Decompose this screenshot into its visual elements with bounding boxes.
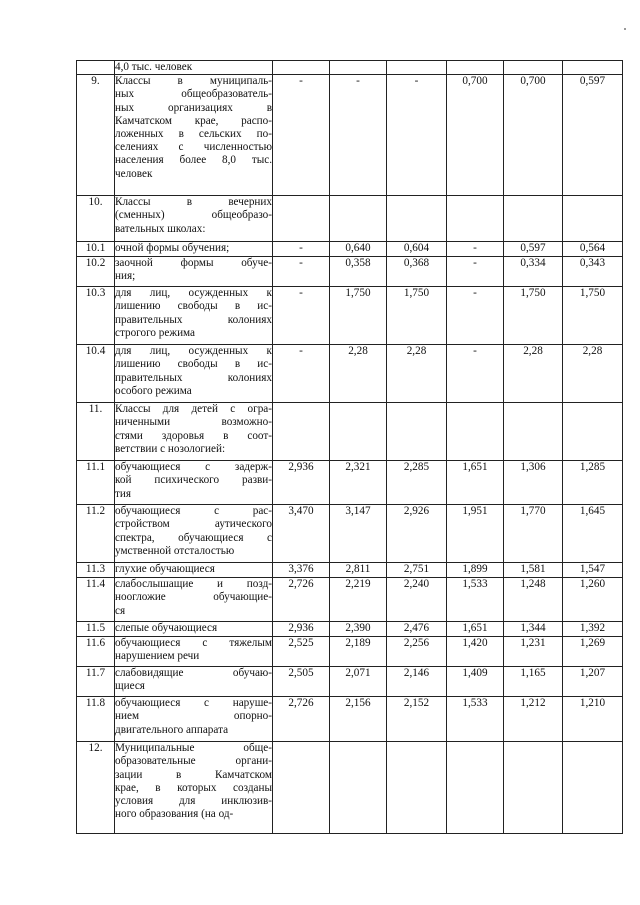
table-row bbox=[77, 563, 623, 578]
value-cell bbox=[330, 196, 387, 242]
value-cell: 1,260 bbox=[563, 578, 623, 622]
table-row bbox=[77, 287, 623, 345]
value-cell bbox=[447, 742, 504, 834]
value-cell: 1,750 bbox=[504, 287, 563, 345]
row-name-line: вательных школах: bbox=[115, 222, 206, 235]
row-name-line: лишению свободы в ис- bbox=[115, 358, 272, 371]
value-cell: 2,936 bbox=[273, 622, 330, 637]
row-name bbox=[115, 697, 273, 742]
row-name-line: ся bbox=[115, 604, 126, 617]
row-name-line: зации в Камчатском bbox=[115, 768, 272, 781]
row-number: 9. bbox=[77, 75, 115, 196]
row-name-line: образовательные органи- bbox=[115, 755, 272, 768]
row-name bbox=[115, 742, 273, 834]
value-cell: 3,147 bbox=[330, 505, 387, 563]
row-name bbox=[115, 505, 273, 563]
value-cell bbox=[504, 403, 563, 461]
value-cell bbox=[387, 742, 447, 834]
value-cell: 1,285 bbox=[563, 461, 623, 505]
table-row bbox=[77, 697, 623, 742]
value-cell: 0,358 bbox=[330, 257, 387, 287]
value-cell: - bbox=[387, 75, 447, 196]
value-cell: 2,505 bbox=[273, 667, 330, 697]
value-cell: 1,165 bbox=[504, 667, 563, 697]
value-cell: 2,146 bbox=[387, 667, 447, 697]
row-number: 11.2 bbox=[77, 505, 115, 563]
row-name bbox=[115, 563, 273, 578]
table-row bbox=[77, 196, 623, 242]
value-cell: 1,306 bbox=[504, 461, 563, 505]
value-cell: 1,651 bbox=[447, 622, 504, 637]
value-cell: 1,231 bbox=[504, 637, 563, 667]
value-cell: 3,376 bbox=[273, 563, 330, 578]
value-cell: 2,189 bbox=[330, 637, 387, 667]
value-cell bbox=[273, 742, 330, 834]
row-name-line: кой психического разви- bbox=[115, 474, 272, 487]
row-name-line: (сменных) общеобразо- bbox=[115, 209, 272, 222]
row-name bbox=[115, 345, 273, 403]
value-cell: 3,470 bbox=[273, 505, 330, 563]
value-cell: 0,640 bbox=[330, 242, 387, 257]
value-cell: 2,476 bbox=[387, 622, 447, 637]
row-name-line: нием опорно- bbox=[115, 710, 272, 723]
row-name-line: щиеся bbox=[115, 680, 145, 693]
row-name-line: слабовидящие обучаю- bbox=[115, 667, 272, 680]
row-name bbox=[115, 637, 273, 667]
value-cell: - bbox=[447, 242, 504, 257]
row-number: 11.4 bbox=[77, 578, 115, 622]
value-cell: 1,248 bbox=[504, 578, 563, 622]
value-cell: 0,700 bbox=[504, 75, 563, 196]
row-name-line: лишению свободы в ис- bbox=[115, 300, 272, 313]
table-row bbox=[77, 742, 623, 834]
value-cell: 1,207 bbox=[563, 667, 623, 697]
row-name bbox=[115, 257, 273, 287]
table-row bbox=[77, 667, 623, 697]
value-cell bbox=[273, 196, 330, 242]
row-name-line: для лиц, осужденных к bbox=[115, 287, 272, 300]
value-cell: - bbox=[447, 345, 504, 403]
row-name-line: правительных колониях bbox=[115, 313, 272, 326]
value-cell: 1,547 bbox=[563, 563, 623, 578]
value-cell bbox=[387, 61, 447, 75]
row-name-line: стями здоровья в соот- bbox=[115, 429, 272, 442]
value-cell bbox=[563, 196, 623, 242]
value-cell: 0,564 bbox=[563, 242, 623, 257]
value-cell: 2,321 bbox=[330, 461, 387, 505]
row-name bbox=[115, 75, 273, 196]
value-cell bbox=[330, 61, 387, 75]
value-cell: 2,28 bbox=[563, 345, 623, 403]
row-name-line: ноогложие обучающие- bbox=[115, 591, 272, 604]
row-number: 10.2 bbox=[77, 257, 115, 287]
value-cell: 1,750 bbox=[330, 287, 387, 345]
value-cell: 2,936 bbox=[273, 461, 330, 505]
value-cell bbox=[504, 742, 563, 834]
table-row bbox=[77, 257, 623, 287]
row-name-line: ниченными возможно- bbox=[115, 416, 272, 429]
row-name-line: строгого режима bbox=[115, 326, 196, 339]
value-cell bbox=[447, 61, 504, 75]
row-name-line: человек bbox=[115, 167, 153, 180]
scan-speck bbox=[624, 28, 626, 30]
row-name-line: селениях с численностью bbox=[115, 141, 272, 154]
row-name-line: обучающиеся с тяжелым bbox=[115, 637, 272, 650]
value-cell: 1,651 bbox=[447, 461, 504, 505]
row-number: 10.1 bbox=[77, 242, 115, 257]
row-number: 11. bbox=[77, 403, 115, 461]
value-cell: 1,750 bbox=[387, 287, 447, 345]
table-row bbox=[77, 461, 623, 505]
value-cell bbox=[273, 403, 330, 461]
normatives-table bbox=[76, 60, 623, 834]
row-name-line: ных организациях в bbox=[115, 101, 272, 114]
value-cell bbox=[563, 742, 623, 834]
row-name-line: нарушением речи bbox=[115, 650, 200, 663]
value-cell bbox=[504, 196, 563, 242]
value-cell: 2,28 bbox=[504, 345, 563, 403]
row-name-line: очной формы обучения; bbox=[115, 242, 230, 255]
table-row bbox=[77, 75, 623, 196]
value-cell bbox=[273, 61, 330, 75]
value-cell: 1,581 bbox=[504, 563, 563, 578]
row-name-line: ветствии с нозологией: bbox=[115, 442, 226, 455]
row-name-line: Камчатском крае, распо- bbox=[115, 114, 272, 127]
value-cell: 2,256 bbox=[387, 637, 447, 667]
value-cell bbox=[504, 61, 563, 75]
row-number: 11.3 bbox=[77, 563, 115, 578]
table-row bbox=[77, 637, 623, 667]
row-name bbox=[115, 667, 273, 697]
row-name-line: для лиц, осужденных к bbox=[115, 345, 272, 358]
value-cell: 1,420 bbox=[447, 637, 504, 667]
row-name-line: Муниципальные обще- bbox=[115, 742, 272, 755]
row-name-line: обучающиеся с задерж- bbox=[115, 461, 272, 474]
row-name-line: стройством аутического bbox=[115, 518, 272, 531]
table-row bbox=[77, 622, 623, 637]
row-name bbox=[115, 461, 273, 505]
value-cell: 2,071 bbox=[330, 667, 387, 697]
table-row bbox=[77, 61, 623, 75]
value-cell bbox=[563, 403, 623, 461]
value-cell: 0,700 bbox=[447, 75, 504, 196]
row-name-line: слепые обучающиеся bbox=[115, 622, 218, 635]
value-cell: 2,156 bbox=[330, 697, 387, 742]
table-row bbox=[77, 505, 623, 563]
value-cell: 1,750 bbox=[563, 287, 623, 345]
value-cell: 2,28 bbox=[387, 345, 447, 403]
value-cell: 2,726 bbox=[273, 578, 330, 622]
row-name bbox=[115, 61, 273, 75]
value-cell: 2,726 bbox=[273, 697, 330, 742]
row-name-line: населения более 8,0 тыс. bbox=[115, 154, 272, 167]
table-row bbox=[77, 578, 623, 622]
row-number: 12. bbox=[77, 742, 115, 834]
value-cell: - bbox=[273, 257, 330, 287]
row-name-line: обучающиеся с рас- bbox=[115, 505, 272, 518]
value-cell: 1,951 bbox=[447, 505, 504, 563]
value-cell: 2,152 bbox=[387, 697, 447, 742]
value-cell: 2,285 bbox=[387, 461, 447, 505]
row-name-line: глухие обучающиеся bbox=[115, 563, 215, 576]
value-cell: 1,212 bbox=[504, 697, 563, 742]
value-cell: - bbox=[273, 75, 330, 196]
row-name bbox=[115, 242, 273, 257]
value-cell: - bbox=[330, 75, 387, 196]
table-row bbox=[77, 403, 623, 461]
row-number: 11.1 bbox=[77, 461, 115, 505]
value-cell: 0,597 bbox=[563, 75, 623, 196]
row-name bbox=[115, 287, 273, 345]
value-cell bbox=[447, 196, 504, 242]
row-number: 10.3 bbox=[77, 287, 115, 345]
row-name-line: заочной формы обуче- bbox=[115, 257, 272, 270]
value-cell: 1,409 bbox=[447, 667, 504, 697]
value-cell: 2,811 bbox=[330, 563, 387, 578]
value-cell: 0,368 bbox=[387, 257, 447, 287]
row-name-line: слабослышащие и позд- bbox=[115, 578, 272, 591]
row-name bbox=[115, 196, 273, 242]
row-name-line: 4,0 тыс. человек bbox=[115, 61, 193, 73]
row-name-line: Классы в вечерних bbox=[115, 196, 272, 209]
row-number: 11.7 bbox=[77, 667, 115, 697]
row-name-line: двигательного аппарата bbox=[115, 723, 229, 736]
value-cell: 1,533 bbox=[447, 697, 504, 742]
row-name-line: особого режима bbox=[115, 384, 192, 397]
value-cell: - bbox=[447, 287, 504, 345]
value-cell: - bbox=[447, 257, 504, 287]
row-name bbox=[115, 403, 273, 461]
row-number: 11.5 bbox=[77, 622, 115, 637]
value-cell: 2,240 bbox=[387, 578, 447, 622]
value-cell: 0,343 bbox=[563, 257, 623, 287]
value-cell: 1,899 bbox=[447, 563, 504, 578]
value-cell: 2,926 bbox=[387, 505, 447, 563]
value-cell: 1,210 bbox=[563, 697, 623, 742]
value-cell: 2,219 bbox=[330, 578, 387, 622]
value-cell: 0,604 bbox=[387, 242, 447, 257]
row-name-line: Классы в муниципаль- bbox=[115, 75, 272, 88]
row-name bbox=[115, 622, 273, 637]
value-cell: 2,751 bbox=[387, 563, 447, 578]
row-name-line: крае, в которых созданы bbox=[115, 781, 272, 794]
value-cell bbox=[447, 403, 504, 461]
value-cell bbox=[330, 742, 387, 834]
value-cell bbox=[330, 403, 387, 461]
value-cell: 1,533 bbox=[447, 578, 504, 622]
value-cell: 2,28 bbox=[330, 345, 387, 403]
normatives-table-body bbox=[77, 61, 623, 834]
value-cell: - bbox=[273, 242, 330, 257]
value-cell: 0,334 bbox=[504, 257, 563, 287]
row-number: 10. bbox=[77, 196, 115, 242]
row-number: 10.4 bbox=[77, 345, 115, 403]
row-name-line: условия для инклюзив- bbox=[115, 795, 272, 808]
value-cell: 1,770 bbox=[504, 505, 563, 563]
row-number bbox=[77, 61, 115, 75]
value-cell bbox=[387, 403, 447, 461]
row-name-line: правительных колониях bbox=[115, 371, 272, 384]
value-cell bbox=[387, 196, 447, 242]
table-row bbox=[77, 242, 623, 257]
value-cell: - bbox=[273, 345, 330, 403]
row-number: 11.6 bbox=[77, 637, 115, 667]
row-name-line: умственной отсталостью bbox=[115, 544, 235, 557]
row-name-line: спектра, обучающиеся с bbox=[115, 531, 272, 544]
row-name-line: тия bbox=[115, 487, 132, 500]
value-cell: 1,269 bbox=[563, 637, 623, 667]
row-name-line: Классы для детей с огра- bbox=[115, 403, 272, 416]
row-name-line: ных общеобразователь- bbox=[115, 88, 272, 101]
value-cell: 1,344 bbox=[504, 622, 563, 637]
value-cell: 1,645 bbox=[563, 505, 623, 563]
table-row bbox=[77, 345, 623, 403]
row-number: 11.8 bbox=[77, 697, 115, 742]
row-name-line: ния; bbox=[115, 270, 136, 283]
row-name bbox=[115, 578, 273, 622]
row-name-line: ного образования (на од- bbox=[115, 808, 234, 821]
value-cell: 2,525 bbox=[273, 637, 330, 667]
value-cell bbox=[563, 61, 623, 75]
row-name-line: обучающиеся с наруше- bbox=[115, 697, 272, 710]
value-cell: 0,597 bbox=[504, 242, 563, 257]
value-cell: 1,392 bbox=[563, 622, 623, 637]
row-name-line: ложенных в сельских по- bbox=[115, 128, 272, 141]
value-cell: - bbox=[273, 287, 330, 345]
value-cell: 2,390 bbox=[330, 622, 387, 637]
